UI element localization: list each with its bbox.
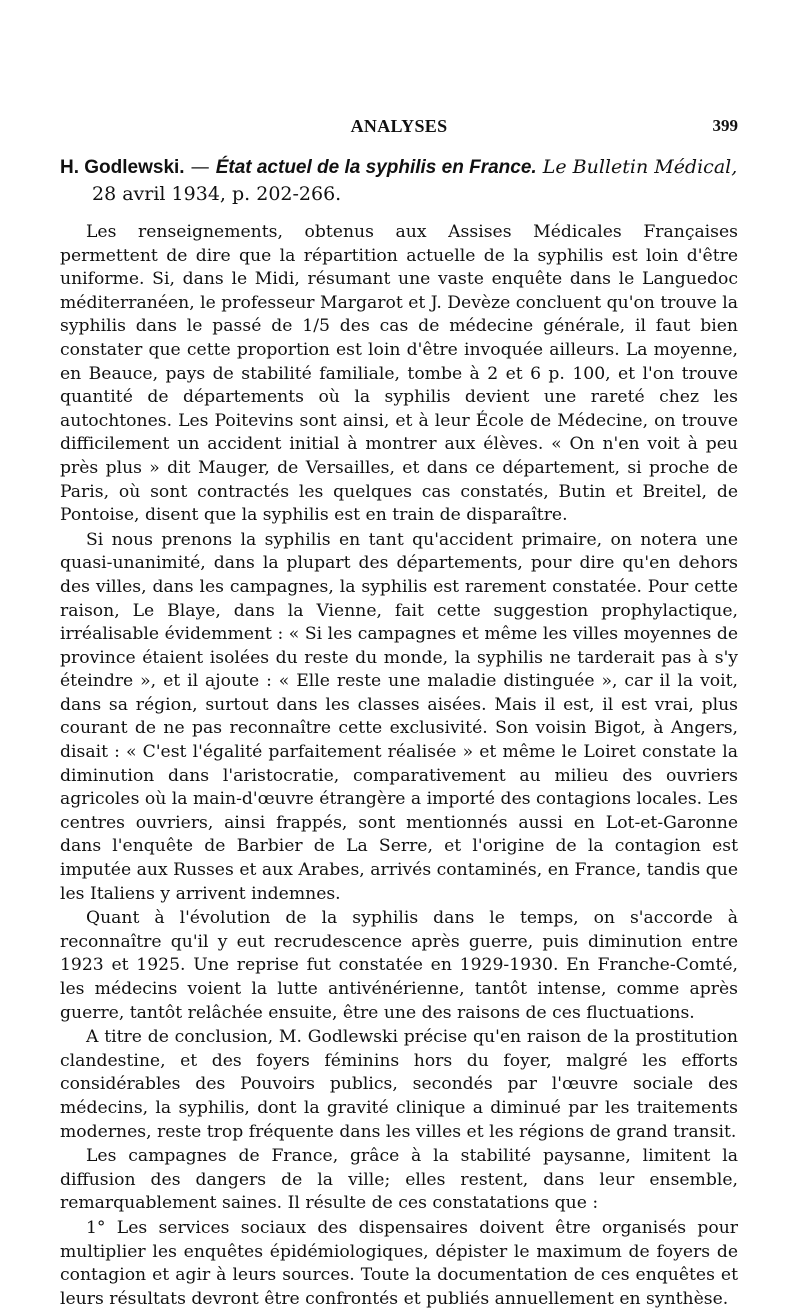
page-number: 399	[712, 116, 738, 135]
body-paragraph: Quant à l'évolution de la syphilis dans le temps, on s'accorde à reconnaître qu'il y eut recrudescence après guerre, puis diminution entre 1923 et 1925. Une reprise fut constatée en 1929-1930. En Franche-Comté, les médecins voient la lutte antivénérienne, tantôt intense, comme après guerre, tantôt relâchée ensuite, être une des raisons de ces fluctuations.	[60, 908, 738, 1023]
body-paragraph: A titre de conclusion, M. Godlewski précise qu'en raison de la prostitution clandestine, et des foyers féminins hors du foyer, malgré les efforts considérables des Pouvoirs publics, secondés par l'œuvre sociale des médecins, la syphilis, dont la gravité clinique a diminué par les traitements modernes, reste trop fréquente dans les villes et les régions de grand transit.	[60, 1027, 738, 1142]
citation-author: H. Godlewski.	[60, 157, 185, 178]
body-paragraph: Si nous prenons la syphilis en tant qu'accident primaire, on notera une quasi-unanimité, dans la plupart des départements, pour dire qu'en dehors des villes, dans les campagnes, la syphilis est rarement constatée. Pour cette raison, Le Blaye, dans la Vienne, fait cette suggestion prophylactique, irréalisable évidemment : « Si les campagnes et même les villes moyennes de province étaient isolées du reste du monde, la syphilis ne tarderait pas à s'y éteindre », et il ajoute : « Elle reste une maladie distinguée », car il la voit, dans sa région, surtout dans les classes aisées. Mais il est, il est vrai, plus courant de ne pas reconnaître cette exclusivité. Son voisin Bigot, à Angers, disait : « C'est l'égalité parfaitement réalisée » et même le Loiret constate la diminution dans l'aristocratie, comparativement au milieu des ouvriers agricoles où la main-d'œuvre étrangère a importé des contagions locales. Les centres ouvriers, ainsi frappés, sont mentionnés aussi en Lot-et-Garonne dans l'enquête de Barbier de La Serre, et l'origine de la contagion est imputée aux Russes et aux Arabes, arrivés contaminés, en France, tandis que les Italiens y arrivent indemnes.	[60, 529, 738, 904]
citation-details: 28 avril 1934, p. 202-266.	[92, 183, 342, 205]
running-head	[60, 110, 738, 150]
citation-title: État actuel de la syphilis en France.	[215, 157, 537, 178]
body-paragraph: Les renseignements, obtenus aux Assises Médicales Françaises permettent de dire que la répartition actuelle de la syphilis est loin d'être uniforme. Si, dans le Midi, résumant une vaste enquête dans le Languedoc méditerranéen, le professeur Margarot et J. Devèze concluent qu'on trouve la syphilis dans le passé de 1/5 des cas de médecine générale, il faut bien constater que cette proportion est loin d'être invoquée ailleurs. La moyenne, en Beauce, pays de stabilité familiale, tombe à 2 et 6 p. 100, et l'on trouve quantité de départements où la syphilis devient une rareté chez les autochtones. Les Poitevins sont ainsi, et à leur École de Médecine, on trouve difficilement un accident initial à montrer aux élèves. « On n'en voit à peu près plus » dit Mauger, de Versailles, et dans ce département, si proche de Paris, où sont contractés les quelques cas constatés, Butin et Breitel, de Pontoise, disent que la syphilis est en train de disparaître.	[60, 222, 738, 526]
citation-dash: —	[190, 156, 210, 178]
article-body	[60, 221, 738, 1311]
body-paragraph: Les campagnes de France, grâce à la stabilité paysanne, limitent la diffusion des dangers de la ville; elles restent, dans leur ensemble, remarquablement saines. Il résulte de ces constatations que :	[60, 1146, 738, 1214]
body-paragraph: 1° Les services sociaux des dispensaires doivent être organisés pour multiplier les enquêtes épidémiologiques, dépister le maximum de foyers de contagion et agir à leurs sources. Toute la documentation de ces enquêtes et leurs résultats devront être confrontés et publiés annuellement en synthèse.	[60, 1217, 738, 1309]
citation-journal: Le Bulletin Médical,	[542, 156, 738, 178]
running-title: ANALYSES	[350, 116, 448, 136]
article-citation	[60, 154, 738, 207]
